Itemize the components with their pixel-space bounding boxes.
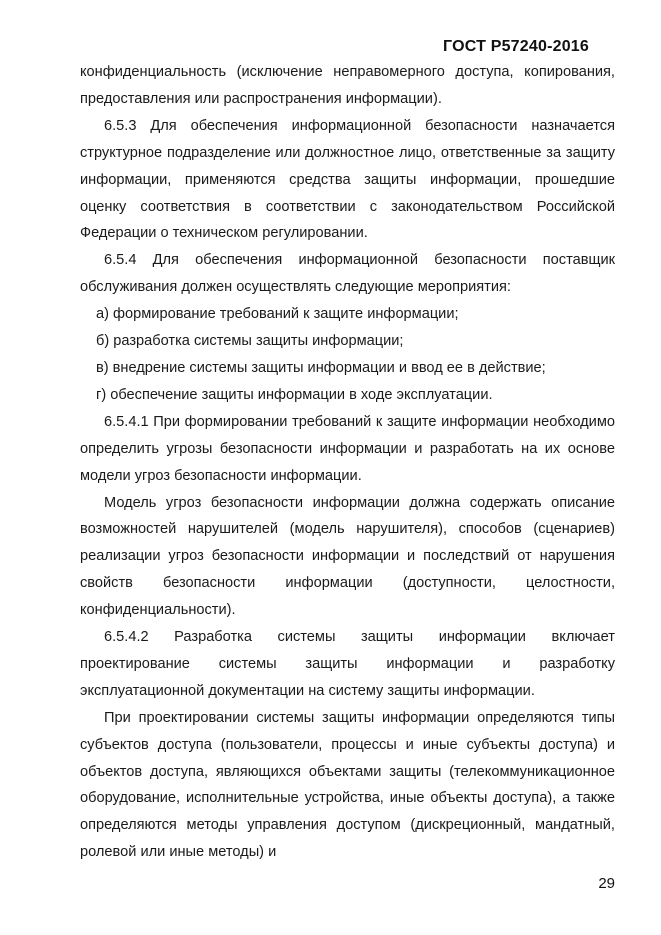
paragraph-threat-model: Модель угроз безопасности информации должна содержать описание возможностей нарушителей (модель нарушителя), способов (сценариев) реализации угроз безопасности информации и последствий от нарушения свойств безопасности информации (доступности, целостности, конфиденциальности). (80, 494, 615, 619)
list-item-a: а) формирование требований к защите информации; (96, 306, 459, 323)
paragraph-6-5-4-2: 6.5.4.2 Разработка системы защиты информации включает проектирование системы защиты информации и разработку эксплуатационной документации на систему защиты информации. (80, 629, 615, 699)
list-item-b: б) разработка системы защиты информации; (96, 333, 404, 350)
document-body (80, 59, 615, 866)
paragraph-continuation: конфиденциальность (исключение неправомерного доступа, копирования, предоставления или распространения информации). (80, 64, 615, 107)
paragraph-design: При проектировании системы защиты информации определяются типы субъектов доступа (пользователи, процессы и иные субъекты доступа) и объектов доступа, являющихся объектами защиты (телекоммуникационное оборудование, исполнительные устройства, иные объекты доступа), а также определяются методы управления доступом (дискреционный, мандатный, ролевой или иные методы) и (80, 709, 615, 861)
list-item-g: г) обеспечение защиты информации в ходе эксплуатации. (96, 386, 493, 403)
document-header-standard: ГОСТ Р57240-2016 (443, 38, 589, 55)
paragraph-6-5-4: 6.5.4 Для обеспечения информационной безопасности поставщик обслуживания должен осуществлять следующие мероприятия: (80, 252, 615, 296)
paragraph-6-5-4-1: 6.5.4.1 При формировании требований к защите информации необходимо определить угрозы безопасности информации и разработать на их основе модели угроз безопасности информации. (80, 413, 615, 484)
page-number: 29 (598, 875, 615, 892)
list-item-v: в) внедрение системы защиты информации и ввод ее в действие; (96, 359, 546, 376)
paragraph-6-5-3: 6.5.3 Для обеспечения информационной безопасности назначается структурное подразделение или должностное лицо, ответственные за защиту информации, применяются средства защиты информации, прошедшие оценку соответствия в соответствии с законодательством Российской Федерации о техническом регулировании. (80, 117, 615, 242)
